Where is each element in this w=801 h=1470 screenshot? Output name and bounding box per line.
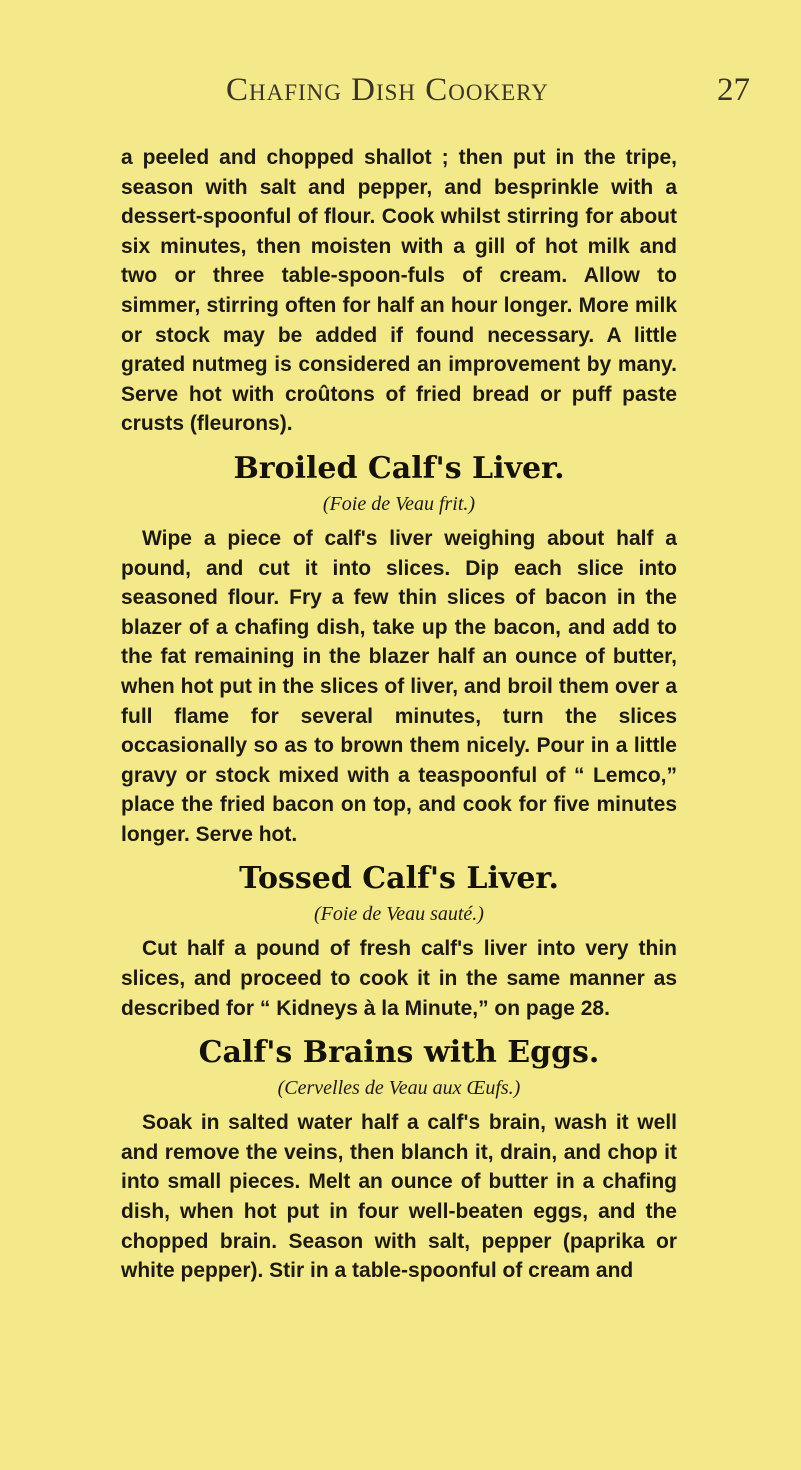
recipe-body: Soak in salted water half a calf's brain, wash it well and remove the veins, then blanch it, drain, and chop it into small pieces. Melt an ounce of butter in a chafing dish, when hot put in four well-beaten eggs, and the chopped brain. Season with salt, pepper (paprika or white pepper). Stir in a table-spoonful of cream and xyxy=(121,1111,677,1283)
page-text xyxy=(121,143,677,1286)
recipe-body: Wipe a piece of calf's liver weighing about half a pound, and cut it into slices. Dip each slice into seasoned flour. Fry a few thin slices of bacon in the blazer of a chafing dish, take up the bacon, and add to the fat remaining in the blazer half an ounce of butter, when hot put in the slices of liver, and broil them over a full flame for several minutes, turn the slices occasionally so as to brown them nicely. Pour in a little gravy or stock mixed with a teaspoonful of “ Lemco,” place the fried bacon on top, and cook for five minutes longer. Serve hot. xyxy=(121,526,677,846)
recipe-body: Cut half a pound of fresh calf's liver into very thin slices, and proceed to cook it in the same manner as described for “ Kidneys à la Minute,” on page 28. xyxy=(121,937,677,1020)
recipe-title: Broiled Calf's Liver. xyxy=(233,450,565,486)
running-title: Chafing Dish Cookery xyxy=(226,72,549,108)
page-number: 27 xyxy=(717,72,750,108)
recipe-subtitle: (Cervelles de Veau aux Œufs.) xyxy=(277,1077,521,1100)
recipe-subtitle: (Foie de Veau frit.) xyxy=(322,492,476,515)
recipe-title: Calf's Brains with Eggs. xyxy=(198,1035,600,1071)
continued-paragraph: a peeled and chopped shallot ; then put in the tripe, season with salt and pepper, and besprinkle with a dessert-spoonful of flour. Cook whilst stirring for about six minutes, then moisten with a gill of hot milk and two or three table-spoon-fuls of cream. Allow to simmer, stirring often for half an hour longer. More milk or stock may be added if found necessary. A little grated nutmeg is considered an improvement by many. Serve hot with croûtons of fried bread or puff paste crusts (fleurons). xyxy=(121,146,677,436)
recipe-title: Tossed Calf's Liver. xyxy=(239,861,559,897)
recipe-subtitle: (Foie de Veau sauté.) xyxy=(314,903,484,926)
running-header xyxy=(0,72,801,112)
recipe-calfs-brains-with-eggs xyxy=(121,1033,677,1286)
recipe-tossed-calfs-liver xyxy=(121,859,677,1023)
recipe-broiled-calfs-liver xyxy=(121,449,677,850)
